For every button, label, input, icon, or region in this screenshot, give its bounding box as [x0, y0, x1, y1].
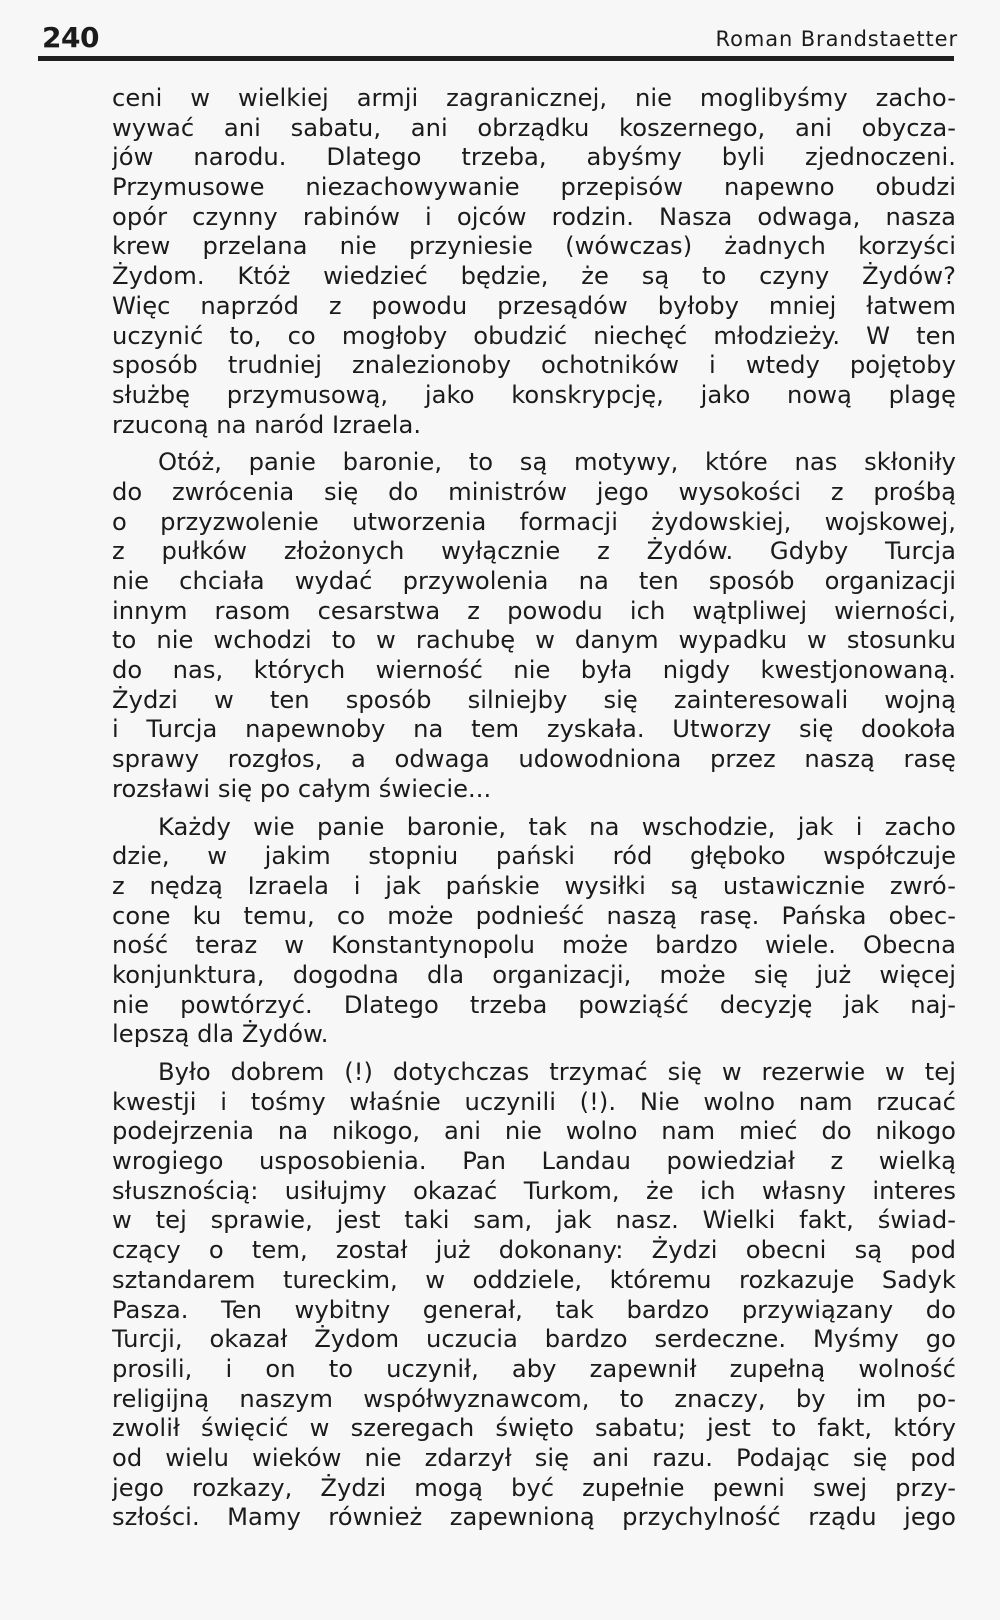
text-line: dzie, w jakim stopniu pański ród głęboko współczuje [112, 842, 956, 871]
paragraph [112, 448, 956, 804]
text-line: sposób trudniej znalezionoby ochotników i wtedy pojętoby [112, 351, 956, 380]
text-line: wywać ani sabatu, ani obrządku koszernego, ani obycza- [112, 113, 956, 142]
text-line: wrogiego usposobienia. Pan Landau powiedział z wielką [112, 1147, 956, 1176]
text-line: opór czynny rabinów i ojców rodzin. Nasza odwaga, nasza [112, 202, 956, 231]
text-line: i Turcja napewnoby na tem zyskała. Utworzy się dookoła [112, 715, 956, 744]
text-line: Więc naprzód z powodu przesądów byłoby mniej łatwem [112, 291, 956, 320]
text-line: jego rozkazy, Żydzi mogą być zupełnie pewni swej przy- [112, 1473, 956, 1502]
text-line: nie chciała wydać przywolenia na ten sposób organizacji [112, 567, 956, 595]
text-line: Żydom. Któż wiedzieć będzie, że są to czyny Żydów? [112, 262, 956, 291]
text-line: zwolił święcić w szeregach święto sabatu; jest to fakt, który [112, 1414, 956, 1443]
text-line: do nas, których wierność nie była nigdy kwestjonowaną. [112, 656, 956, 685]
text-line: szłości. Mamy również zapewnioną przychylność rządu jego [112, 1503, 956, 1532]
text-line: czący o tem, został już dokonany: Żydzi obecni są pod [112, 1236, 956, 1265]
text-line: nie powtórzyć. Dlatego trzeba powziąść decyzję jak naj- [112, 990, 956, 1019]
paragraph-spacing [112, 805, 956, 813]
text-line: sprawy rozgłos, a odwaga udowodniona przez naszą rasę [112, 745, 956, 774]
paragraph [112, 813, 956, 1051]
page-header [42, 18, 958, 60]
text-line: prosili, i on to uczynił, aby zapewnił zupełną wolność [112, 1354, 956, 1383]
text-line: Żydzi w ten sposób silniejby się zainteresowali wojną [112, 685, 956, 714]
text-line: religijną naszym współwyznawcom, to znaczy, by im po- [112, 1384, 956, 1413]
text-line: ceni w wielkiej armji zagranicznej, nie moglibyśmy zacho- [112, 84, 956, 112]
header-rule [38, 56, 954, 61]
text-line: Otóż, panie baronie, to są motywy, które nas skłoniły [158, 448, 956, 477]
text-line: sztandarem tureckim, w oddziele, któremu rozkazuje Sadyk [112, 1265, 956, 1294]
text-line: rozsławi się po całym świecie... [112, 774, 492, 803]
text-line: konjunktura, dogodna dla organizacji, może się już więcej [112, 960, 956, 989]
text-line: od wielu wieków nie zdarzył się ani razu. Podając się pod [112, 1443, 956, 1472]
text-line: uczynić to, co mogłoby obudzić niechęć młodzieży. W ten [112, 321, 956, 350]
text-line: Pasza. Ten wybitny generał, tak bardzo przywiązany do [112, 1295, 956, 1324]
running-title: Roman Brandstaetter [715, 27, 958, 51]
text-line: w tej sprawie, jest taki sam, jak nasz. Wielki fakt, świad- [112, 1206, 956, 1235]
text-line: krew przelana nie przyniesie (wówczas) żadnych korzyści [112, 232, 956, 261]
page-number: 240 [42, 21, 99, 54]
text-line: rzuconą na naród Izraela. [112, 410, 422, 439]
text-line: Turcji, okazał Żydom uczucia bardzo serdeczne. Myśmy go [112, 1325, 956, 1354]
body-text [112, 84, 956, 1533]
text-line: to nie wchodzi to w rachubę w danym wypadku w stosunku [112, 626, 956, 655]
paragraph [112, 1058, 956, 1533]
text-line: słusznością: usiłujmy okazać Turkom, że ich własny interes [112, 1176, 956, 1205]
text-line: jów narodu. Dlatego trzeba, abyśmy byli zjednoczeni. [112, 143, 956, 172]
text-line: innym rasom cesarstwa z powodu ich wątpliwej wierności, [112, 596, 956, 625]
text-line: Było dobrem (!) dotychczas trzymać się w rezerwie w tej [158, 1058, 956, 1086]
paragraph-spacing [112, 440, 956, 448]
text-line: o przyzwolenie utworzenia formacji żydowskiej, wojskowej, [112, 507, 956, 536]
text-line: do zwrócenia się do ministrów jego wysokości z prośbą [112, 477, 956, 506]
paragraph-spacing [112, 1050, 956, 1058]
text-line: służbę przymusową, jako konskrypcję, jako nową plagę [112, 380, 956, 409]
text-line: ność teraz w Konstantynopolu może bardzo wiele. Obecna [112, 931, 956, 960]
text-line: z pułków złożonych wyłącznie z Żydów. Gdyby Turcja [112, 537, 956, 566]
text-line: cone ku temu, co może podnieść naszą rasę. Pańska obec- [112, 901, 956, 930]
text-line: z nędzą Izraela i jak pańskie wysiłki są ustawicznie zwró- [112, 871, 956, 900]
text-line: Przymusowe niezachowywanie przepisów napewno obudzi [112, 173, 956, 202]
text-line: Każdy wie panie baronie, tak na wschodzie, jak i zacho [158, 812, 956, 841]
text-line: kwestji i tośmy właśnie uczynili (!). Nie wolno nam rzucać [112, 1087, 956, 1116]
paragraph [112, 84, 956, 440]
text-line: lepszą dla Żydów. [112, 1020, 329, 1049]
text-line: podejrzenia na nikogo, ani nie wolno nam mieć do nikogo [112, 1117, 956, 1146]
